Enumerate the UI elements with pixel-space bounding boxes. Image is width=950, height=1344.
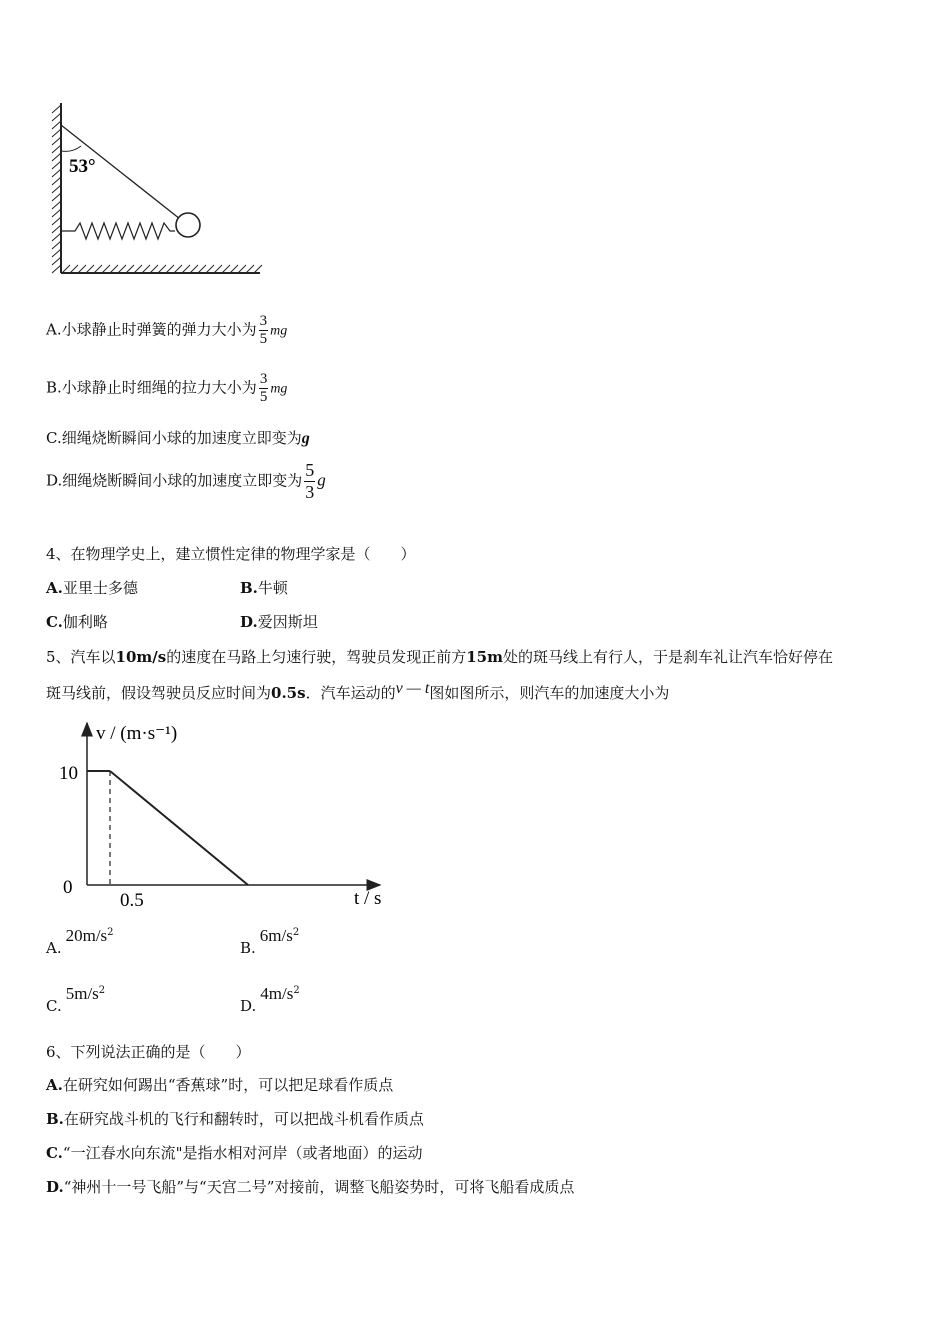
q3-option-b: [46, 371, 287, 406]
q5-option-a: [46, 926, 114, 957]
option-letter: A.: [46, 320, 62, 339]
q6-option-b: [46, 1108, 424, 1129]
option-exponent: 2: [293, 985, 300, 996]
q6-stem: 6、下列说法正确的是（ ）: [46, 1043, 251, 1061]
option-letter: B.: [46, 378, 62, 397]
frac-numerator: 5: [305, 460, 315, 480]
stem-value: 15m: [466, 648, 503, 666]
q3-option-a: [46, 313, 287, 348]
q5-stem-line1: [46, 646, 833, 667]
stem-value: 10m/s: [115, 648, 167, 666]
option-letter: D.: [46, 1178, 64, 1196]
option-letter: B.: [240, 579, 258, 597]
option-text: 小球静止时弹簧的弹力大小为: [61, 320, 257, 339]
option-formula: mg: [270, 381, 288, 397]
frac-numerator: 3: [259, 313, 268, 329]
q3-option-c: [46, 427, 310, 448]
option-letter: A.: [46, 939, 62, 957]
stem-text: 的速度在马路上匀速行驶，驾驶员发现正前方: [166, 648, 467, 666]
option-letter: C.: [46, 613, 63, 631]
wall-hatching: [52, 103, 262, 273]
q5-option-d: [240, 984, 300, 1015]
option-letter: D.: [46, 471, 63, 490]
vt-symbol: v — t: [395, 680, 430, 697]
stem-text: 5、汽车以: [46, 648, 116, 666]
option-value: 4m/s: [260, 984, 294, 1003]
angle-arc: [61, 146, 81, 151]
option-text: 亚里士多德: [62, 579, 138, 597]
option-formula: g: [317, 470, 326, 490]
option-letter: C.: [46, 429, 62, 447]
q4-option-b: [240, 577, 288, 598]
y-tick-10: 10: [59, 763, 78, 784]
y-axis-label: v / (m·s⁻¹): [96, 723, 178, 744]
option-text: “一江春水向东流"是指水相对河岸（或者地面）的运动: [62, 1144, 423, 1162]
option-text: 小球静止时细绳的拉力大小为: [61, 378, 257, 397]
q5-option-b: [240, 926, 300, 957]
frac-denominator: 5: [259, 389, 268, 405]
q4-option-d: [240, 611, 318, 632]
q5-stem-line2: [46, 682, 669, 703]
stem-text: 处的斑马线上有行人，于是刹车礼让汽车恰好停在: [502, 648, 833, 666]
option-letter: C.: [46, 997, 62, 1015]
option-text: 伽利略: [62, 613, 108, 631]
q6-option-d: [46, 1176, 574, 1197]
q6-option-a: [46, 1074, 393, 1095]
q4-option-c: [46, 611, 108, 632]
angle-label: 53°: [69, 156, 96, 177]
fraction: [304, 460, 315, 503]
stem-value: 0.5s: [271, 684, 306, 702]
option-letter: D.: [240, 997, 257, 1015]
q4-option-a: [46, 577, 138, 598]
option-text: “神州十一号飞船”与“天宫二号”对接前，调整飞船姿势时，可将飞船看成质点: [63, 1178, 575, 1196]
pendulum-spring-figure: [40, 95, 270, 285]
option-text: 细绳烧断瞬间小球的加速度立即变为: [61, 429, 302, 447]
option-text: 牛顿: [257, 579, 288, 597]
vt-segment-1: [110, 771, 248, 885]
stem-text: 斑马线前，假设驾驶员反应时间为: [46, 684, 272, 702]
q3-option-d: [46, 460, 326, 503]
option-exponent: 2: [292, 927, 300, 938]
q4-stem: 4、在物理学史上，建立惯性定律的物理学家是（ ）: [46, 545, 416, 563]
fraction: [259, 371, 269, 406]
option-letter: D.: [240, 613, 258, 631]
option-exponent: 2: [107, 927, 114, 938]
option-letter: B.: [240, 939, 256, 957]
option-letter: A.: [46, 1076, 63, 1094]
option-formula: g: [301, 430, 310, 447]
y-tick-0: 0: [63, 877, 73, 898]
ball: [176, 213, 200, 237]
q6-option-c: [46, 1142, 422, 1163]
vt-chart: [50, 713, 395, 913]
x-tick-0-5: 0.5: [120, 890, 144, 911]
fraction: [259, 313, 269, 348]
option-exponent: 2: [98, 985, 106, 996]
frac-numerator: 3: [259, 371, 268, 387]
option-value: 5m/s: [65, 984, 99, 1003]
option-value: 6m/s: [259, 926, 293, 945]
spring: [61, 223, 175, 239]
frac-denominator: 3: [305, 482, 315, 502]
option-text: 在研究如何踢出“香蕉球”时，可以把足球看作质点: [62, 1076, 394, 1094]
option-letter: C.: [46, 1144, 63, 1162]
option-text: 爱因斯坦: [257, 613, 318, 631]
stem-text: 图如图所示，则汽车的加速度大小为: [429, 684, 670, 702]
x-axis-label: t / s: [354, 888, 382, 909]
option-formula: mg: [270, 323, 288, 339]
option-text: 在研究战斗机的飞行和翻转时，可以把战斗机看作质点: [63, 1110, 424, 1128]
option-letter: A.: [46, 579, 63, 597]
option-text: 细绳烧断瞬间小球的加速度立即变为: [62, 471, 303, 490]
stem-text: ．汽车运动的: [305, 684, 396, 702]
q5-option-c: [46, 984, 106, 1015]
option-value: 20m/s: [65, 926, 108, 945]
option-letter: B.: [46, 1110, 64, 1128]
frac-denominator: 5: [259, 331, 268, 347]
